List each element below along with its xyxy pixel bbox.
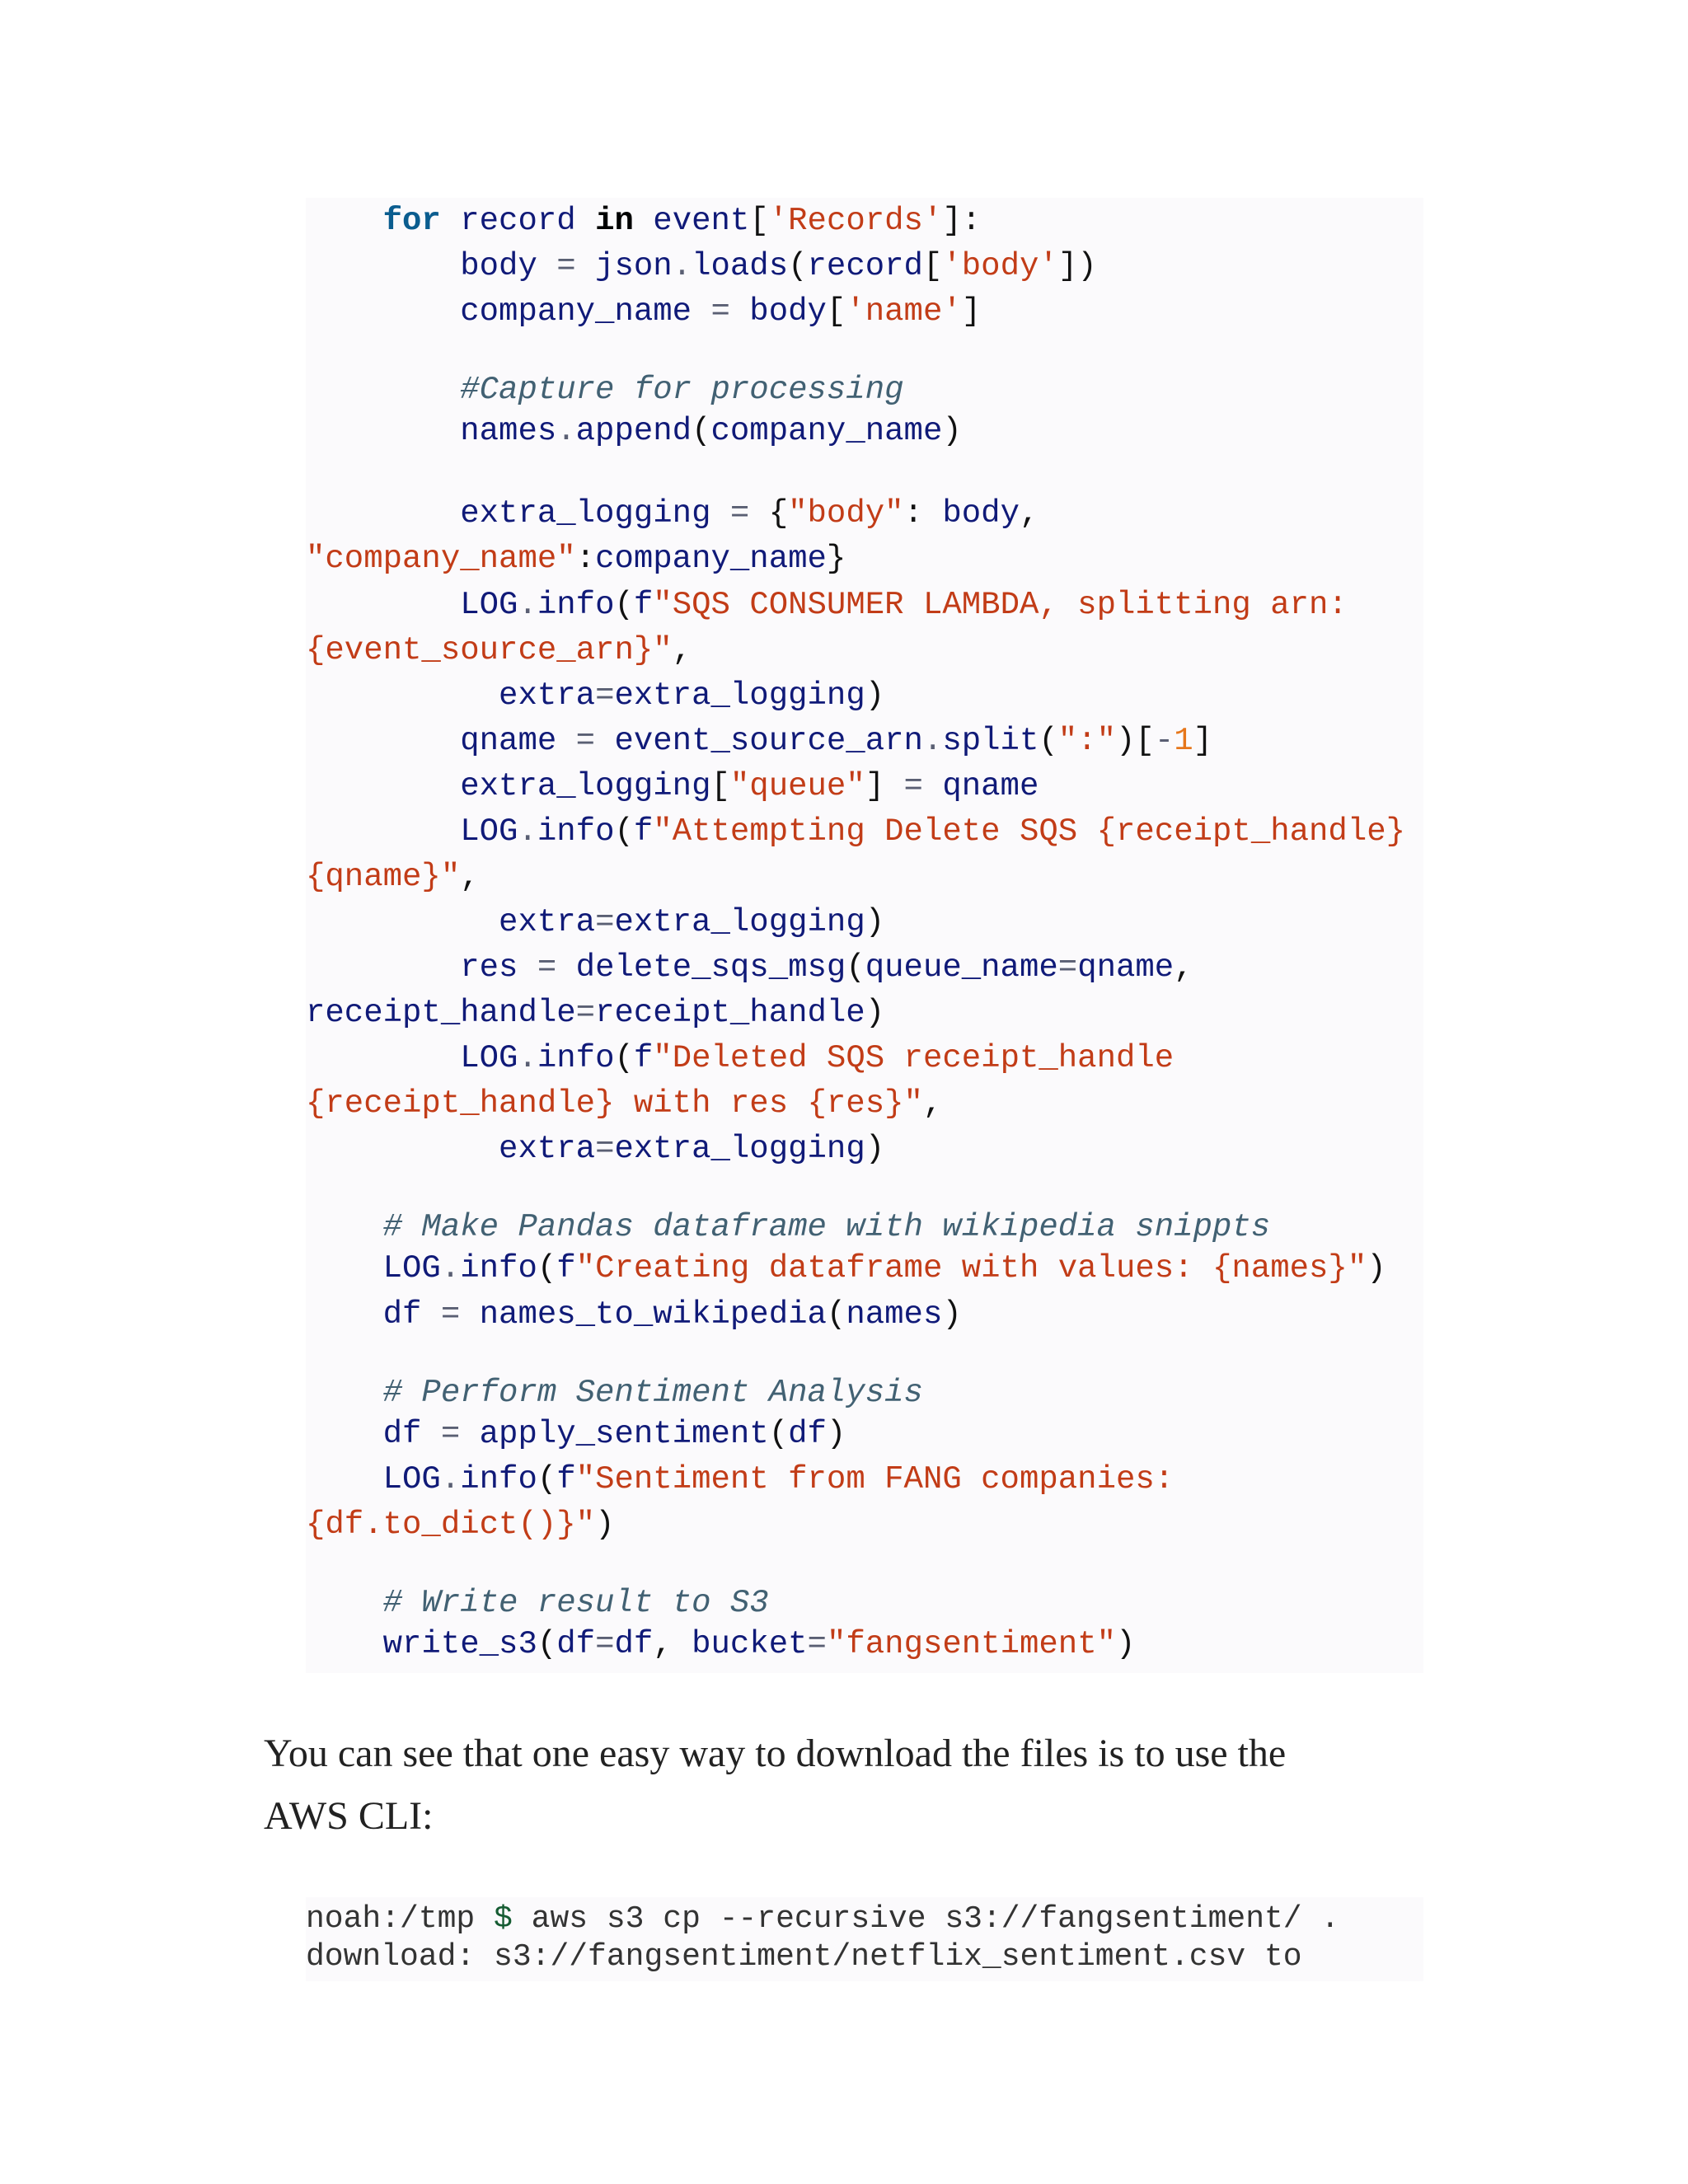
code-token: df [556, 1626, 596, 1662]
code-token: extra_logging [306, 768, 711, 804]
code-token: ":" [1057, 723, 1116, 759]
code-token: event_source_arn [595, 723, 923, 759]
code-token: [ [922, 248, 943, 284]
code-line [306, 243, 1097, 289]
code-token: company_name [710, 413, 943, 449]
code-token: f [633, 813, 654, 850]
code-token: = [710, 293, 730, 330]
code-line [306, 1126, 884, 1172]
code-token: extra_logging [306, 495, 730, 532]
code-token: info [460, 1461, 537, 1497]
code-token: {df.to_dict()}" [306, 1507, 596, 1543]
code-line [306, 1580, 769, 1626]
code-token: 'name' [846, 293, 962, 330]
code-token: = [729, 495, 750, 532]
code-token: ( [1039, 723, 1058, 759]
code-token: = [575, 995, 596, 1031]
code-token: info [460, 1250, 537, 1286]
code-line [306, 673, 884, 719]
code-token: df [788, 1416, 827, 1452]
code-token: receipt_handle [306, 995, 576, 1031]
code-token: . [440, 1461, 461, 1497]
code-token: ( [692, 413, 711, 449]
code-token: 1 [1174, 723, 1193, 759]
code-token: 'body' [942, 248, 1058, 284]
code-token: ( [614, 813, 634, 850]
code-token: ] [865, 768, 904, 804]
code-token: info [537, 1040, 615, 1076]
code-line [306, 1204, 1270, 1250]
code-token: : [575, 541, 596, 577]
body-paragraph [264, 1722, 1434, 1848]
code-token: ] [961, 293, 982, 330]
code-token: f [633, 1040, 654, 1076]
code-token: ) [865, 1131, 885, 1167]
code-token: qname [306, 723, 576, 759]
code-token: "Deleted SQS receipt_handle [653, 1040, 1175, 1076]
code-token: ) [865, 677, 885, 714]
cli-line [306, 1900, 1339, 1938]
code-token: ) [865, 904, 885, 940]
code-token: LOG [306, 1040, 518, 1076]
code-token: receipt_handle [595, 995, 865, 1031]
code-token: record [440, 203, 596, 239]
code-line [306, 536, 846, 582]
code-token: [ [826, 293, 846, 330]
code-token: split [942, 723, 1039, 759]
code-token: = [1057, 949, 1078, 986]
code-token: loads [692, 248, 789, 284]
code-token: f [556, 1250, 576, 1286]
code-token: LOG [306, 1461, 441, 1497]
code-token: for [382, 203, 441, 239]
code-token: . [440, 1250, 461, 1286]
code-token: = [807, 1626, 827, 1662]
code-line [306, 854, 480, 900]
code-token: , [672, 632, 692, 668]
code-token: $ [494, 1901, 513, 1937]
code-token: record [807, 248, 923, 284]
code-token: "body" [788, 495, 904, 532]
code-token: ( [768, 1416, 789, 1452]
code-token: = [440, 1296, 461, 1333]
code-token: apply_sentiment [460, 1416, 769, 1452]
code-token: extra [306, 1131, 596, 1167]
code-token: LOG [306, 813, 518, 850]
code-token: names_to_wikipedia [460, 1296, 827, 1333]
code-token: } [826, 541, 846, 577]
code-token: company_name [306, 293, 711, 330]
code-line [306, 367, 904, 413]
code-token: #Capture for processing [306, 372, 904, 408]
code-token: = [537, 949, 557, 986]
code-line [306, 1245, 1386, 1291]
code-token: = [595, 1131, 615, 1167]
code-token: bucket [692, 1626, 808, 1662]
code-token: [ [710, 768, 730, 804]
code-token: , [1174, 949, 1193, 986]
code-token: ( [614, 1040, 634, 1076]
code-token: : [903, 495, 943, 532]
code-line [306, 808, 1405, 855]
code-token [306, 203, 383, 239]
code-token: df [306, 1296, 441, 1333]
code-token: ( [537, 1626, 557, 1662]
paragraph-line: You can see that one easy way to download the files is to use the [264, 1732, 1287, 1775]
code-token: delete_sqs_msg [556, 949, 846, 986]
code-token: info [537, 813, 615, 850]
code-token: write_s3 [306, 1626, 537, 1662]
code-token: qname [922, 768, 1039, 804]
code-line [306, 944, 1193, 991]
code-line [306, 1370, 923, 1416]
code-token: , [1019, 495, 1039, 532]
code-token: queue_name [865, 949, 1058, 986]
code-token: ) [1116, 1626, 1136, 1662]
code-token: company_name [595, 541, 827, 577]
code-token: = [575, 723, 596, 759]
code-token: ( [537, 1461, 557, 1497]
code-token: ) [865, 995, 885, 1031]
code-token: { [749, 495, 789, 532]
code-line [306, 1035, 1174, 1081]
code-token: . [556, 413, 576, 449]
code-token: # Perform Sentiment Analysis [306, 1375, 923, 1411]
code-token: , [460, 859, 480, 895]
code-token: # Make Pandas dataframe with wikipedia snippts [306, 1209, 1271, 1245]
code-token: body [942, 495, 1020, 532]
code-token: {qname}" [306, 859, 461, 895]
code-token: - [1154, 723, 1175, 759]
code-token: extra [306, 677, 596, 714]
code-token: ( [614, 587, 634, 623]
code-token: names [306, 413, 557, 449]
code-line [306, 1411, 846, 1457]
code-line [306, 1291, 962, 1338]
code-token: ( [826, 1296, 846, 1333]
code-token: "SQS CONSUMER LAMBDA, splitting arn: [653, 587, 1348, 623]
code-token: f [556, 1461, 576, 1497]
code-token: ] [1193, 723, 1213, 759]
code-token: body [729, 293, 827, 330]
code-token: json [575, 248, 673, 284]
code-line [306, 582, 1348, 628]
code-token: aws s3 cp --recursive s3://fangsentiment/ . [512, 1901, 1340, 1937]
code-token: extra [306, 904, 596, 940]
code-token: . [518, 813, 537, 850]
code-token: {event_source_arn}" [306, 632, 673, 668]
code-token: f [633, 587, 654, 623]
code-token: res [306, 949, 537, 986]
code-token: qname [1077, 949, 1175, 986]
code-token: = [595, 904, 615, 940]
code-token: "Attempting Delete SQS {receipt_handle} [653, 813, 1406, 850]
code-token: . [672, 248, 692, 284]
code-token: ( [846, 949, 865, 986]
code-token: download: s3://fangsentiment/netflix_sentiment.csv to [306, 1939, 1302, 1975]
code-line [306, 1502, 614, 1548]
code-token: names [846, 1296, 943, 1333]
code-token: ]) [1057, 248, 1097, 284]
code-token: in [595, 203, 634, 239]
code-token: body [306, 248, 557, 284]
code-token: "Creating dataframe with values: {names}" [575, 1250, 1367, 1286]
code-token: , [922, 1085, 943, 1122]
code-token: ( [537, 1250, 557, 1286]
code-token: ( [788, 248, 808, 284]
code-token: . [518, 587, 537, 623]
code-token: info [537, 587, 615, 623]
code-token: . [518, 1040, 537, 1076]
code-token: extra_logging [614, 677, 865, 714]
code-token: ) [942, 1296, 962, 1333]
code-token: [ [749, 203, 769, 239]
code-token: extra_logging [614, 1131, 865, 1167]
code-token: ) [826, 1416, 846, 1452]
code-token: extra_logging [614, 904, 865, 940]
code-token: ) [1367, 1250, 1386, 1286]
code-line [306, 1456, 1174, 1502]
code-token: {receipt_handle} with res {res}" [306, 1085, 923, 1122]
code-token: ]: [942, 203, 982, 239]
code-token: = [595, 1626, 615, 1662]
code-line [306, 718, 1212, 764]
code-token: ) [942, 413, 962, 449]
code-line [306, 288, 981, 335]
code-token: append [575, 413, 692, 449]
code-token: = [903, 768, 923, 804]
code-token: noah:/tmp [306, 1901, 495, 1937]
code-line [306, 1080, 942, 1127]
code-line [306, 198, 981, 244]
code-token: df [614, 1626, 654, 1662]
code-token: LOG [306, 587, 518, 623]
code-token: "fangsentiment" [826, 1626, 1117, 1662]
code-token: "queue" [729, 768, 865, 804]
code-token: LOG [306, 1250, 441, 1286]
code-line [306, 627, 692, 673]
code-token: , [653, 1626, 692, 1662]
shell-code-block [306, 1897, 1423, 1981]
code-token: "company_name" [306, 541, 576, 577]
code-token: = [595, 677, 615, 714]
code-line [306, 990, 884, 1036]
code-line [306, 899, 884, 945]
code-line [306, 763, 1039, 809]
code-token: 'Records' [768, 203, 943, 239]
code-token: event [633, 203, 750, 239]
code-token: df [306, 1416, 441, 1452]
code-line [306, 1621, 1135, 1667]
code-line [306, 490, 1039, 537]
cli-line [306, 1938, 1302, 1976]
code-token: )[ [1116, 723, 1155, 759]
code-token: # Write result to S3 [306, 1585, 769, 1621]
code-token: = [556, 248, 576, 284]
python-code-block [306, 198, 1423, 1673]
code-token: . [922, 723, 943, 759]
code-token: = [440, 1416, 461, 1452]
code-token: "Sentiment from FANG companies: [575, 1461, 1175, 1497]
code-line [306, 408, 962, 454]
code-token: ) [595, 1507, 615, 1543]
paragraph-line: AWS CLI: [264, 1794, 434, 1838]
